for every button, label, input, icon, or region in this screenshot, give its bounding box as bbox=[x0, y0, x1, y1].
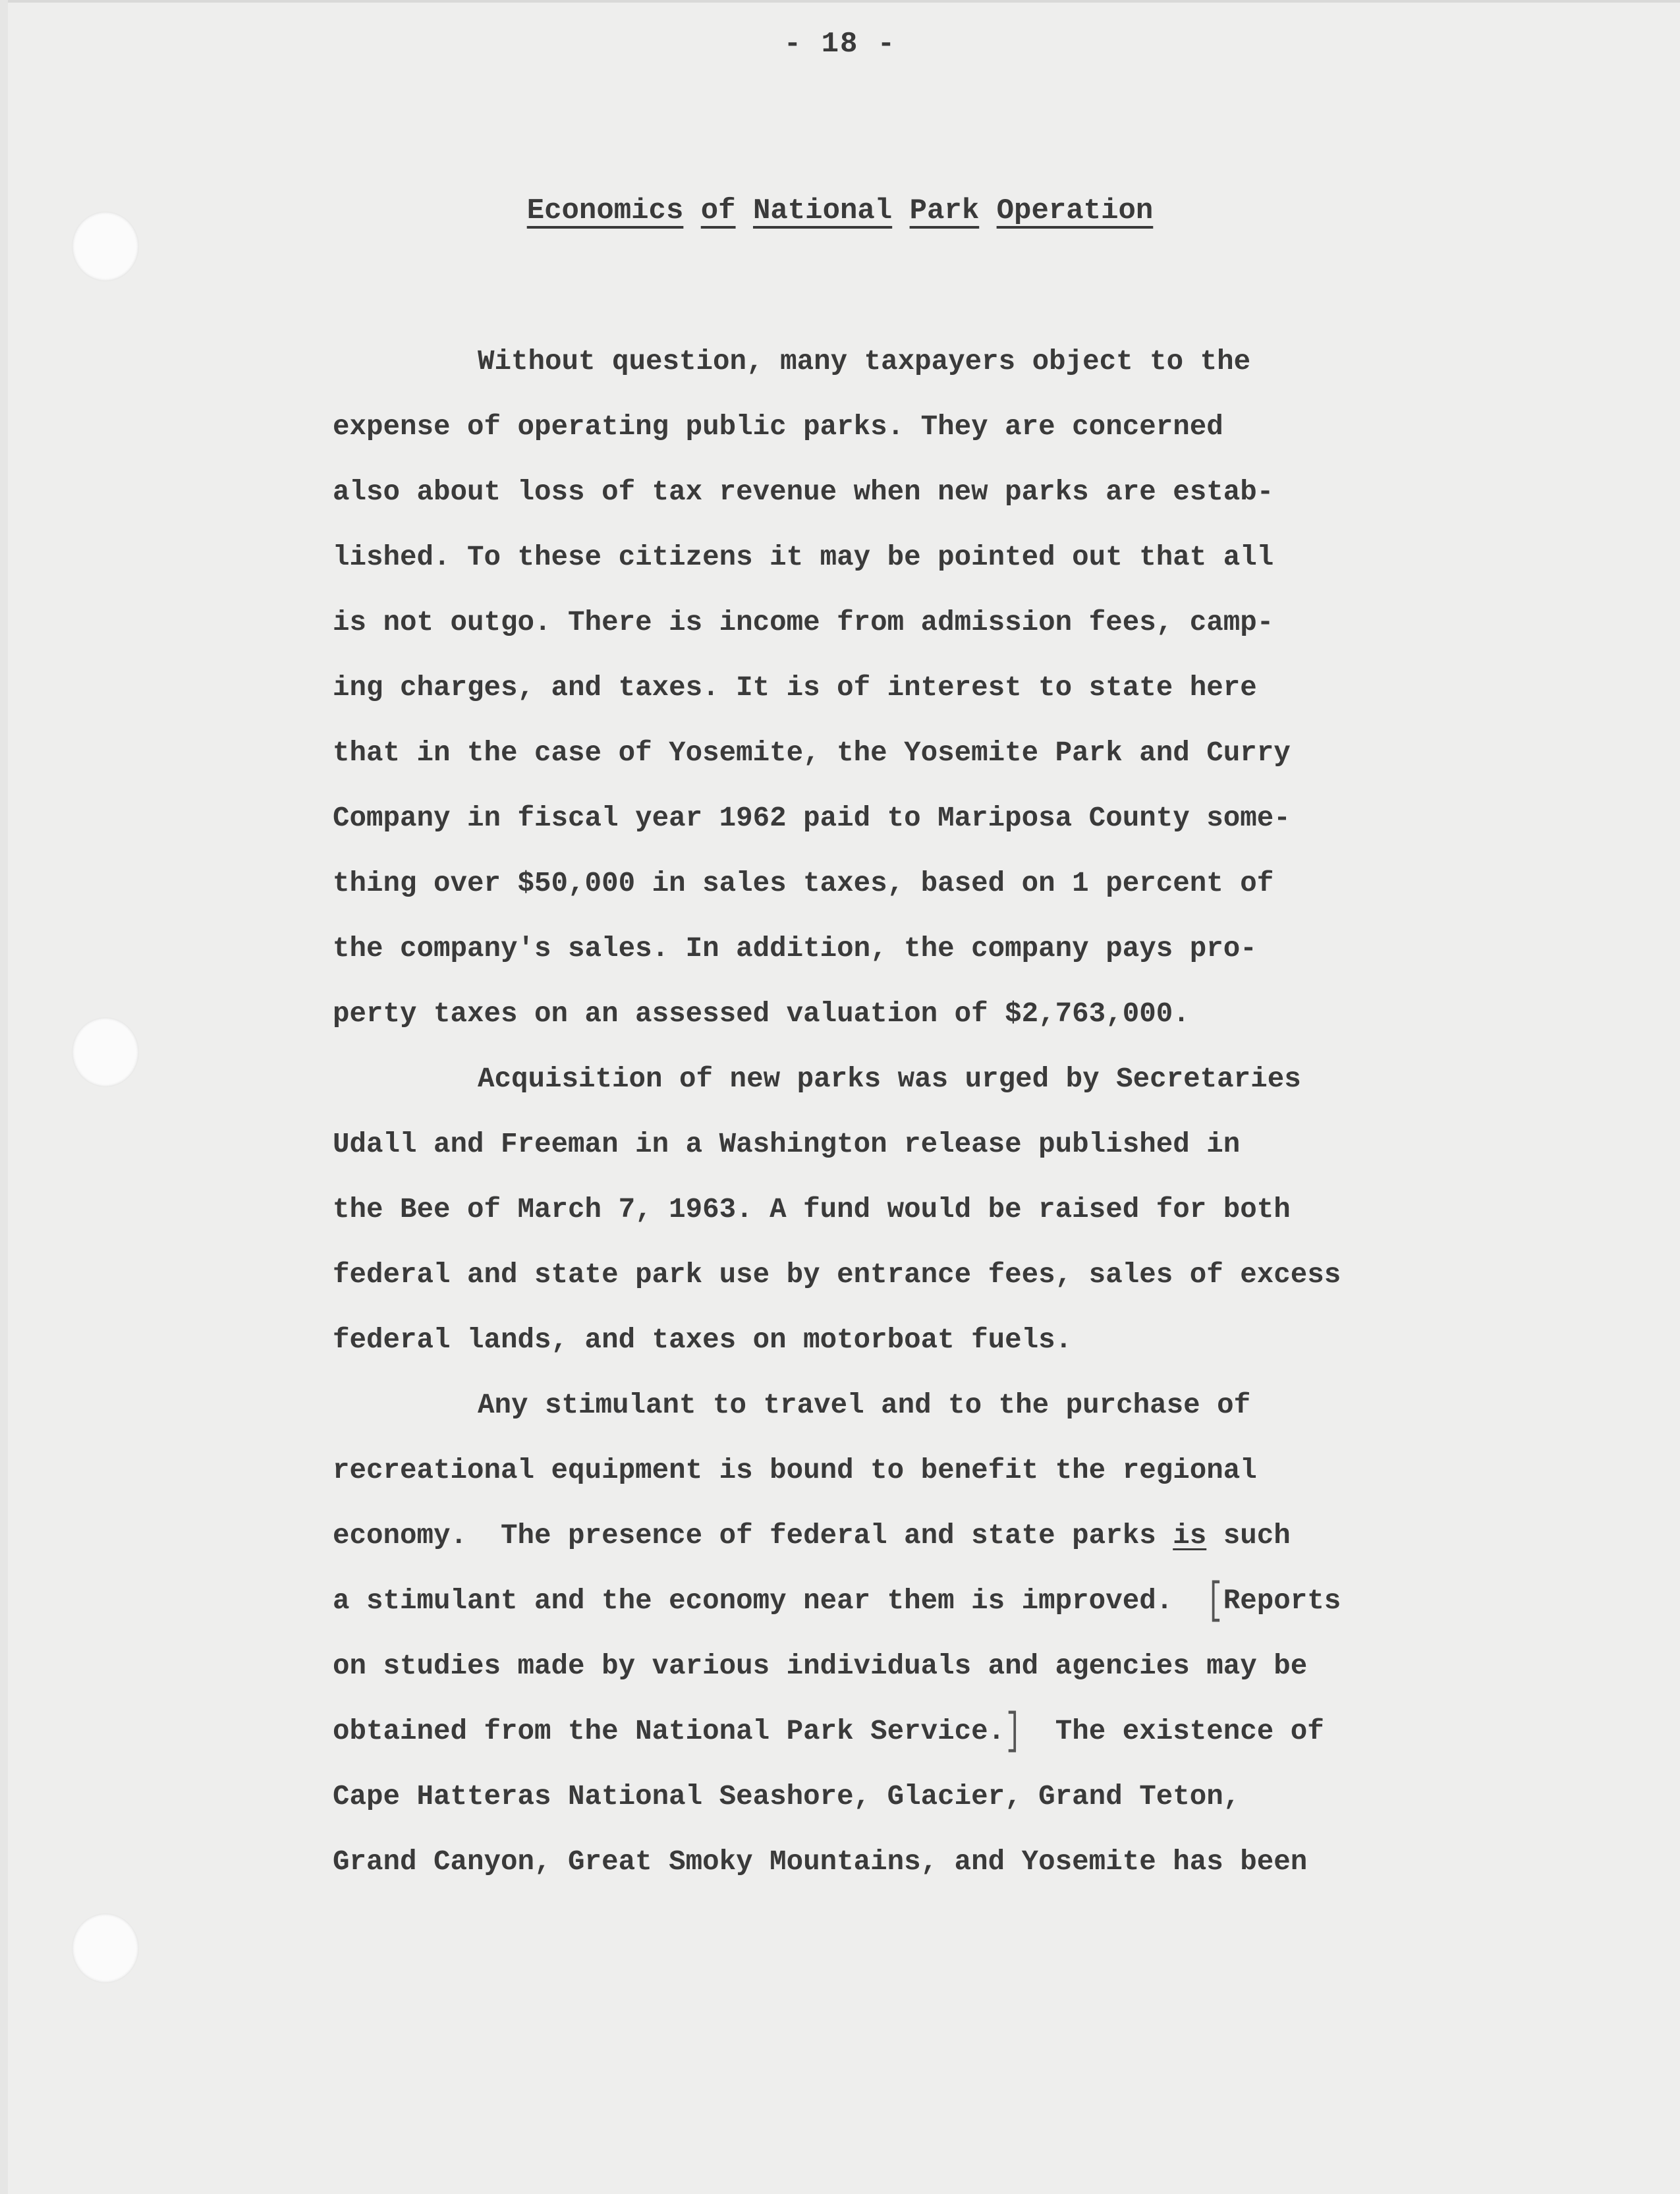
text-line: federal and state park use by entrance fees, sales of excess bbox=[333, 1259, 1341, 1291]
page-number: - 18 - bbox=[783, 28, 897, 61]
text-line: also about loss of tax revenue when new parks are estab- bbox=[333, 476, 1274, 508]
heading-word: Economics bbox=[526, 194, 684, 227]
text-line: thing over $50,000 in sales taxes, based on 1 percent of bbox=[333, 868, 1274, 899]
text-line: Without question, many taxpayers object to the bbox=[478, 346, 1251, 378]
text-line: recreational equipment is bound to benefit the regional bbox=[333, 1455, 1257, 1486]
text-line bbox=[333, 1504, 1519, 1569]
text-line: Acquisition of new parks was urged by Secretaries bbox=[478, 1063, 1301, 1095]
section-heading bbox=[0, 194, 1680, 227]
heading-word: Operation bbox=[996, 194, 1154, 227]
text-line: Any stimulant to travel and to the purchase of bbox=[478, 1390, 1251, 1421]
text-line: that in the case of Yosemite, the Yosemite Park and Curry bbox=[333, 737, 1291, 769]
page-left-edge bbox=[0, 0, 8, 2194]
underlined-word: is bbox=[1173, 1520, 1207, 1552]
text-line: ing charges, and taxes. It is of interest to state here bbox=[333, 672, 1257, 704]
text-line: expense of operating public parks. They are concerned bbox=[333, 411, 1223, 443]
punch-hole bbox=[72, 1914, 138, 1983]
text-segment: such bbox=[1206, 1520, 1291, 1552]
text-line: federal lands, and taxes on motorboat fuels. bbox=[333, 1324, 1073, 1356]
text-line: lished. To these citizens it may be pointed out that all bbox=[333, 542, 1274, 573]
text-line: on studies made by various individuals and agencies may be bbox=[333, 1650, 1308, 1682]
close-bracket-mark: ] bbox=[1005, 1706, 1022, 1757]
text-line: is not outgo. There is income from admission fees, camp- bbox=[333, 607, 1274, 638]
text-segment: The existence of bbox=[1021, 1716, 1324, 1747]
text-line bbox=[333, 1569, 1519, 1634]
heading-word: National bbox=[752, 194, 893, 227]
heading-word: Park bbox=[909, 194, 980, 227]
punch-hole bbox=[72, 1018, 138, 1086]
text-segment: Reports bbox=[1223, 1585, 1341, 1617]
text-line: Udall and Freeman in a Washington release published in bbox=[333, 1129, 1241, 1160]
text-line: Company in fiscal year 1962 paid to Mariposa County some- bbox=[333, 802, 1291, 834]
text-line: Grand Canyon, Great Smoky Mountains, and Yosemite has been bbox=[333, 1846, 1308, 1878]
heading-word: of bbox=[700, 194, 736, 227]
text-line: Cape Hatteras National Seashore, Glacier, Grand Teton, bbox=[333, 1781, 1241, 1813]
text-segment: economy. The presence of federal and state parks bbox=[333, 1520, 1173, 1552]
text-line: the Bee of March 7, 1963. A fund would be raised for both bbox=[333, 1194, 1291, 1225]
text-segment: a stimulant and the economy near them is improved. bbox=[333, 1585, 1207, 1617]
text-line bbox=[333, 1699, 1519, 1764]
text-line: the company's sales. In addition, the company pays pro- bbox=[333, 933, 1257, 965]
text-line: perty taxes on an assessed valuation of $2,763,000. bbox=[333, 998, 1190, 1030]
body-text bbox=[333, 329, 1519, 1895]
page-top-edge bbox=[0, 0, 1680, 3]
text-segment: obtained from the National Park Service. bbox=[333, 1716, 1005, 1747]
open-bracket-mark: [ bbox=[1206, 1575, 1223, 1627]
